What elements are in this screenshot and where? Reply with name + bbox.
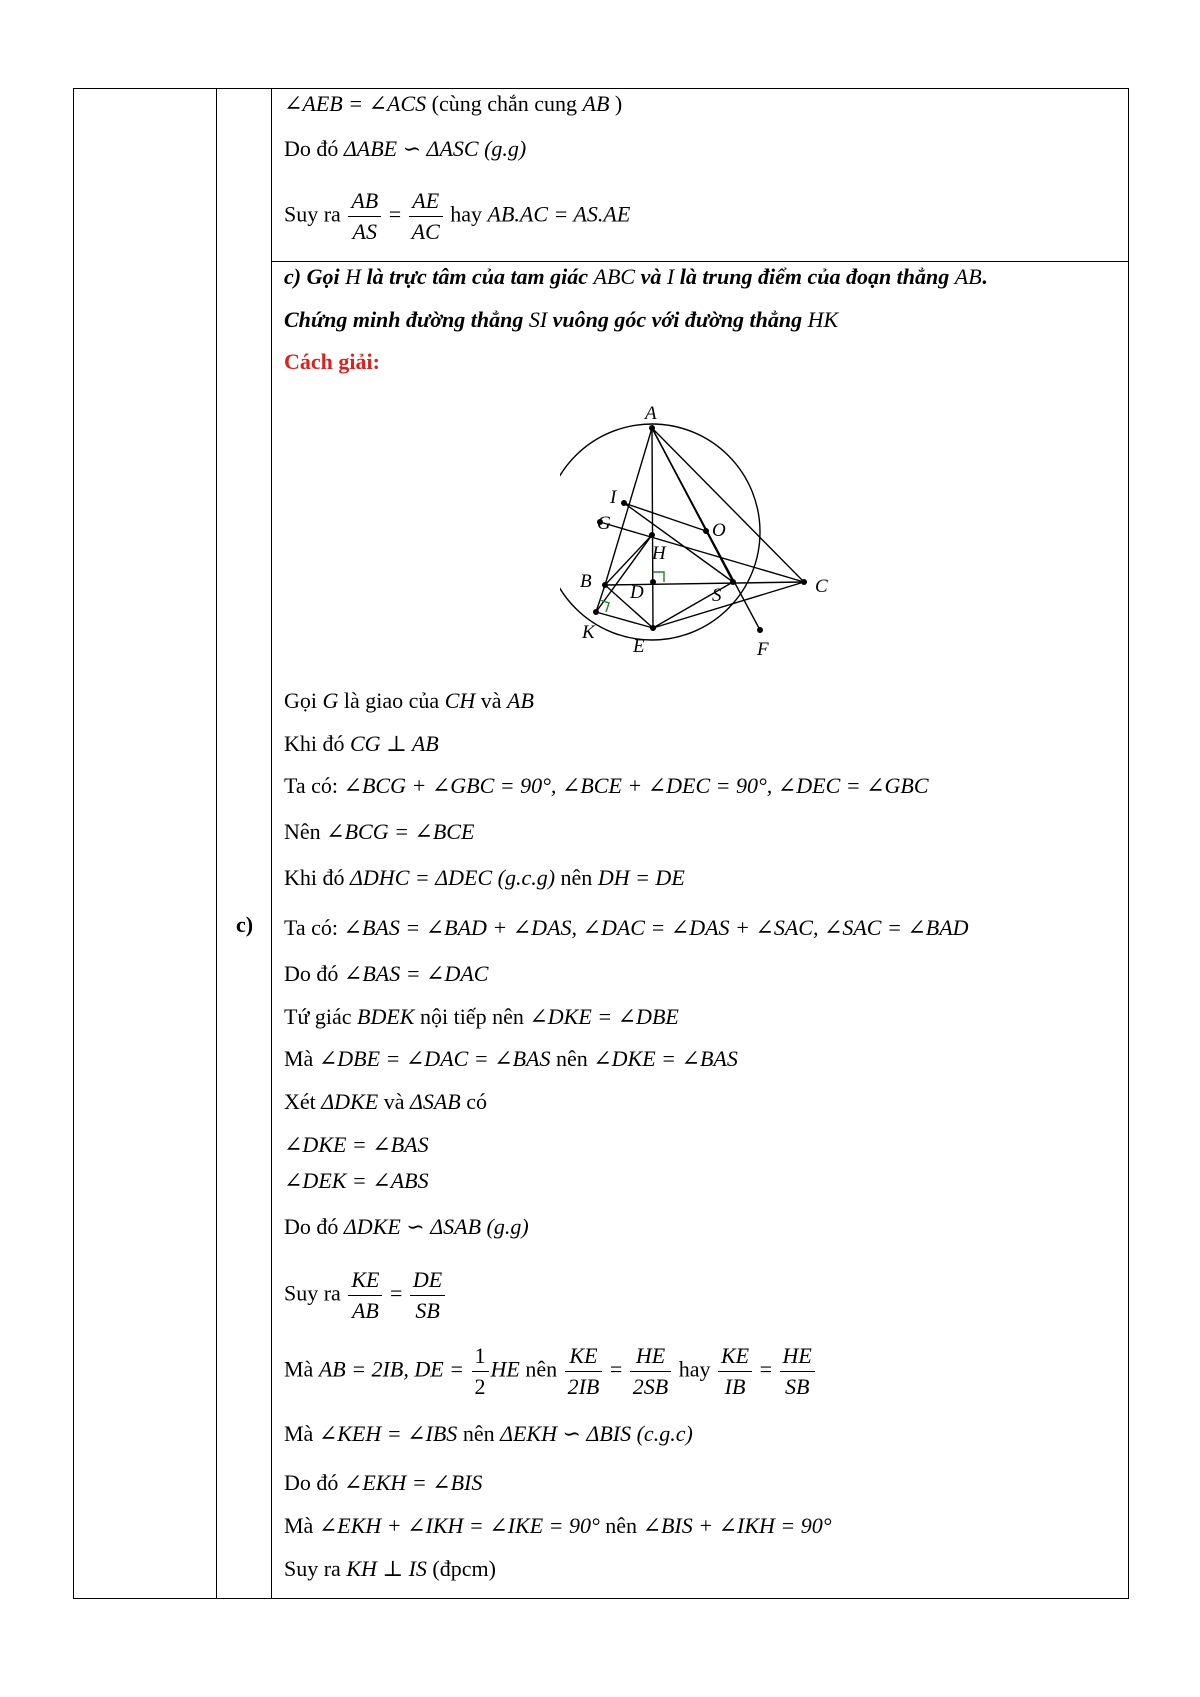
label-S: S	[712, 585, 722, 606]
label-H: H	[652, 543, 666, 564]
label-F: F	[757, 639, 769, 660]
proof-line-15: Mà AB = 2IB, DE = $\frac{1}{2}$ HE nên $\frac{KE}{2IB}$ = $\frac{HE}{2SB}$ hay $\frac{KE}{IB}$ = $\frac{HE}{SB}$	[284, 1341, 817, 1402]
label-A: A	[645, 403, 657, 424]
proof-line-16: Mà ∠KEH = ∠IBS nên ΔEKH ∽ ΔBIS (c.g.c)	[284, 1421, 693, 1446]
fraction-ke-2ib: $\frac{KE}{2IB}$	[565, 1341, 603, 1402]
solution-heading: Cách giải:	[284, 349, 380, 374]
circumcircle	[560, 424, 760, 640]
table-row-divider	[272, 261, 1129, 262]
proof-line-8: Tứ giác BDEK nội tiếp nên ∠DKE = ∠DBE	[284, 1004, 679, 1029]
fraction-ab-as: $\frac{AB}{AS}$	[348, 186, 381, 247]
label-G: G	[597, 513, 611, 534]
label-B: B	[580, 571, 592, 592]
proof-line-18: Mà ∠EKH + ∠IKH = ∠IKE = 90° nên ∠BIS + ∠IKH = 90°	[284, 1513, 832, 1538]
proof-line-3: Ta có: ∠BCG + ∠GBC = 90°, ∠BCE + ∠DEC = 90°, ∠DEC = ∠GBC	[284, 773, 929, 798]
proof-line-5: Khi đó ΔDHC = ΔDEC (g.c.g) nên DH = DE	[284, 865, 685, 890]
label-E: E	[633, 636, 645, 657]
proof-line-14: Suy ra $\frac{KE}{AB}$ = $\frac{DE}{SB}$	[284, 1265, 447, 1326]
proof-line-9: Mà ∠DBE = ∠DAC = ∠BAS nên ∠DKE = ∠BAS	[284, 1046, 738, 1071]
row-label-c: c)	[236, 912, 254, 937]
label-I: I	[610, 487, 617, 508]
proof-line-1: Gọi G là giao của CH và AB	[284, 688, 534, 713]
fraction-he-2sb: $\frac{HE}{2SB}$	[630, 1341, 671, 1402]
geometry-figure	[560, 390, 840, 660]
question-line-2: Chứng minh đường thẳng SI vuông góc với đường thẳng HK	[284, 307, 839, 332]
label-K: K	[582, 622, 595, 643]
proof-line-17: Do đó ∠EKH = ∠BIS	[284, 1470, 483, 1495]
table-column-divider-1	[216, 88, 217, 1599]
proof-line-6: Ta có: ∠BAS = ∠BAD + ∠DAS, ∠DAC = ∠DAS + ∠SAC, ∠SAC = ∠BAD	[284, 915, 969, 940]
proof-line-13: Do đó ΔDKE ∽ ΔSAB (g.g)	[284, 1214, 529, 1239]
proof-line-4: Nên ∠BCG = ∠BCE	[284, 819, 475, 844]
fraction-ae-ac: $\frac{AE}{AC}$	[409, 186, 443, 247]
proof-line-11: ∠DKE = ∠BAS	[284, 1132, 429, 1157]
table-column-divider-2	[271, 88, 272, 1599]
top-line-3: Suy ra $\frac{AB}{AS}$ = $\frac{AE}{AC}$ hay AB.AC = AS.AE	[284, 186, 630, 247]
proof-line-12: ∠DEK = ∠ABS	[284, 1168, 429, 1193]
proof-line-7: Do đó ∠BAS = ∠DAC	[284, 961, 489, 986]
question-line-1: c) Gọi H là trực tâm của tam giác ABC và I là trung điểm của đoạn thẳng AB.	[284, 264, 988, 289]
label-O: O	[712, 520, 726, 541]
proof-line-19: Suy ra KH ⊥ IS (đpcm)	[284, 1556, 496, 1581]
label-C: C	[815, 576, 828, 597]
proof-line-2: Khi đó CG ⊥ AB	[284, 731, 439, 756]
proof-line-10: Xét ΔDKE và ΔSAB có	[284, 1089, 488, 1114]
fraction-de-sb: $\frac{DE}{SB}$	[410, 1265, 445, 1326]
fraction-ke-ib: $\frac{KE}{IB}$	[718, 1341, 752, 1402]
fraction-he-sb: $\frac{HE}{SB}$	[780, 1341, 815, 1402]
top-line-2: Do đó ΔABE ∽ ΔASC (g.g)	[284, 136, 527, 161]
fraction-ke-ab: $\frac{KE}{AB}$	[348, 1265, 382, 1326]
fraction-one-half: $\frac{1}{2}$	[472, 1341, 489, 1402]
top-line-1: ∠AEB = ∠ACS (cùng chắn cung AB )	[284, 91, 623, 116]
label-D: D	[630, 582, 644, 603]
